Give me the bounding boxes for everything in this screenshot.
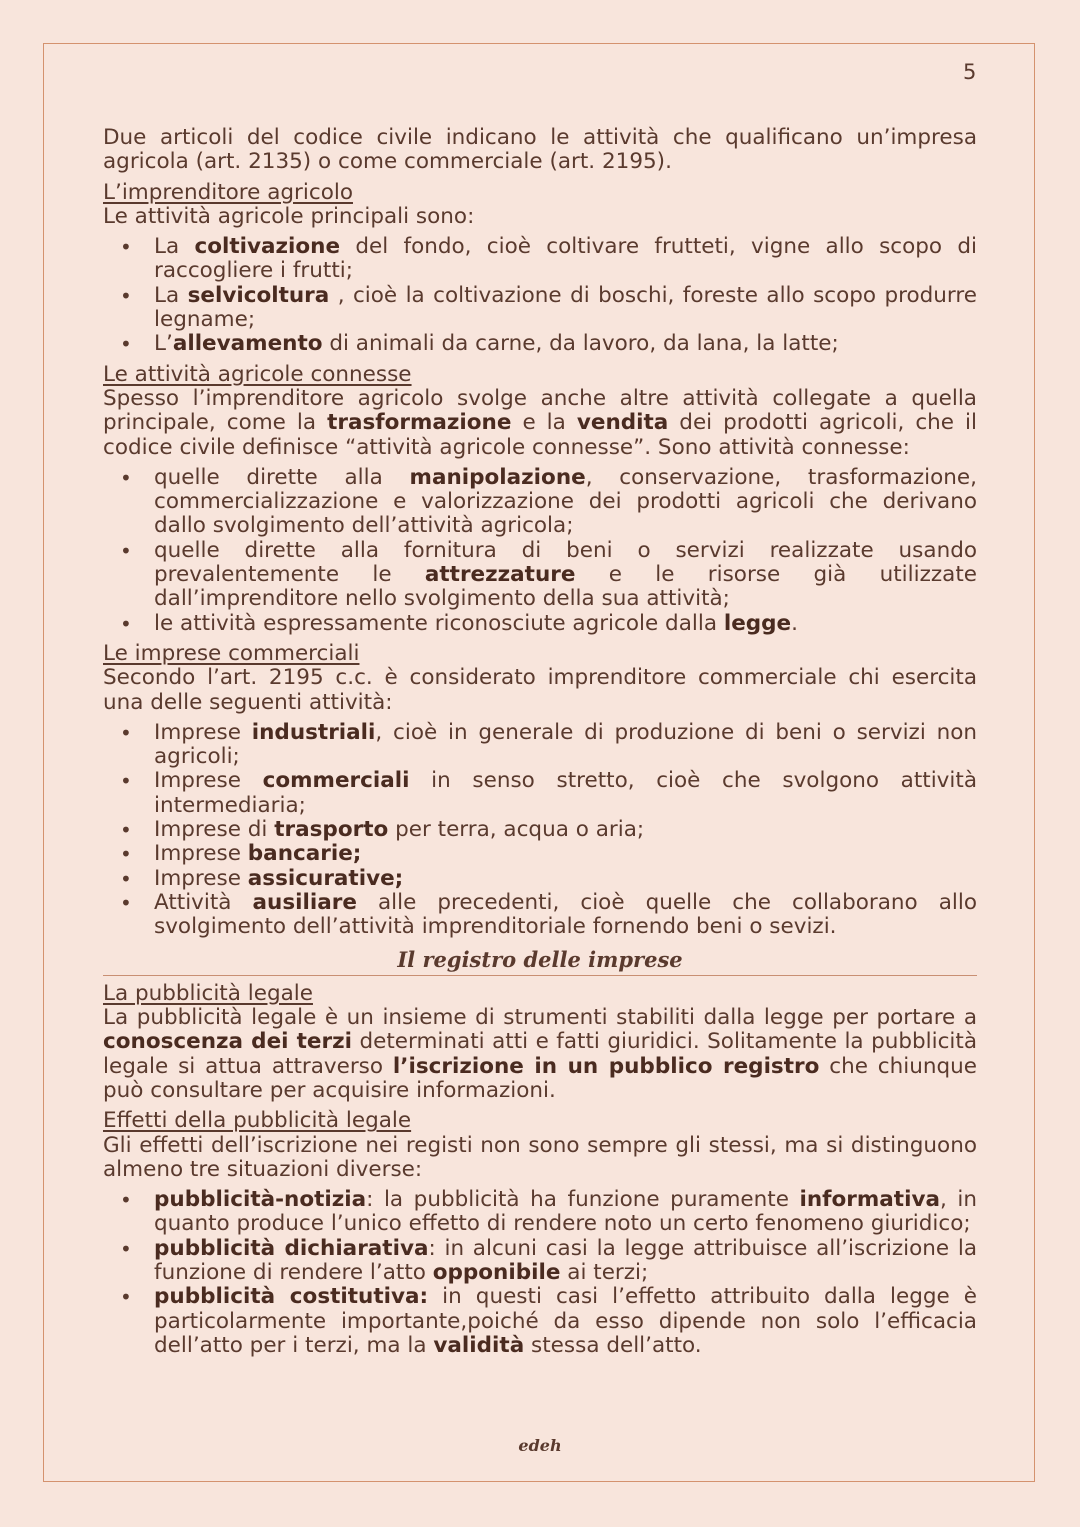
connesse-list [103,466,977,636]
commerciali-lead: Secondo l’art. 2195 c.c. è considerato imprenditore commerciale chi esercita una delle seguenti attività: [103,665,977,715]
agricolo-list [103,235,977,356]
heading-effetti-pubblicita: Effetti della pubblicità legale [103,1108,412,1134]
list-item: • quelle dirette alla fornitura di beni o servizi realizzate usando prevalentemente le attrezzature e le risorse già utilizzate dall’imprenditore nello svolgimento della sua attività; [154,539,977,612]
list-item: • La selvicoltura , cioè la coltivazione di boschi, foreste allo scopo produrre legname; [154,284,977,333]
section-title: Il registro delle imprese [103,948,977,976]
heading-pubblicita-legale: La pubblicità legale [103,980,313,1006]
page-number: 5 [963,60,977,84]
heading-imprenditore-agricolo: L’imprenditore agricolo [103,179,353,205]
list-item: • pubblicità-notizia: la pubblicità ha funzione puramente informativa, in quanto produce l’unico effetto di rendere noto un certo fenomeno giuridico; [154,1188,977,1237]
agricolo-lead: Le attività agricole principali sono: [103,203,475,229]
list-item: • Attività ausiliare alle precedenti, cioè quelle che collaborano allo svolgimento dell’attività imprenditoriale fornendo beni o sevizi. [154,891,977,940]
footer-signature: edeh [518,1436,562,1455]
effetti-list [103,1188,977,1358]
list-item: • pubblicità costitutiva: in questi casi l’effetto attribuito dalla legge è particolarmente importante,poiché da esso dipende non solo l’efficacia dell’atto per i terzi, ma la validità stessa dell’atto. [154,1285,977,1358]
heading-attivita-connesse: Le attività agricole connesse [103,361,412,387]
list-item: • Imprese bancarie; [154,842,977,866]
commerciali-list [103,721,977,940]
list-item: • Imprese assicurative; [154,867,977,891]
list-item: • pubblicità dichiarativa: in alcuni casi la legge attribuisce all’iscrizione la funzione di rendere l’atto opponibile ai terzi; [154,1237,977,1286]
intro-paragraph: Due articoli del codice civile indicano le attività che qualificano un’impresa agricola (art. 2135) o come commerciale (art. 2195). [103,125,977,175]
connesse-paragraph: Spesso l’imprenditore agricolo svolge anche altre attività collegate a quella principale, come la trasformazione e la vendita dei prodotti agricoli, che il codice civile definisce “attività agricole connesse”. Sono attività connesse: [103,385,977,460]
list-item: • Imprese industriali, cioè in generale di produzione di beni o servizi non agricoli; [154,721,977,770]
list-item: • quelle dirette alla manipolazione, conservazione, trasformazione, commercializzazione e valorizzazione dei prodotti agricoli che derivano dallo svolgimento dell’attività agricola; [154,466,977,539]
page-content [103,126,977,1364]
list-item: • L’allevamento di animali da carne, da lavoro, da lana, la latte; [154,332,977,356]
list-item: • Imprese di trasporto per terra, acqua o aria; [154,818,977,842]
list-item: • le attività espressamente riconosciute agricole dalla legge. [154,612,977,636]
heading-imprese-commerciali: Le imprese commerciali [103,640,360,666]
list-item: • Imprese commerciali in senso stretto, cioè che svolgono attività intermediaria; [154,769,977,818]
list-item: • La coltivazione del fondo, cioè coltivare frutteti, vigne allo scopo di raccogliere i frutti; [154,235,977,284]
effetti-lead: Gli effetti dell’iscrizione nei registi non sono sempre gli stessi, ma si distinguono almeno tre situazioni diverse: [103,1132,977,1182]
pubblicita-paragraph: La pubblicità legale è un insieme di strumenti stabiliti dalla legge per portare a conoscenza dei terzi determinati atti e fatti giuridici. Solitamente la pubblicità legale si attua attraverso l’iscrizione in un pubblico registro che chiunque può consultare per acquisire informazioni. [103,1005,977,1103]
